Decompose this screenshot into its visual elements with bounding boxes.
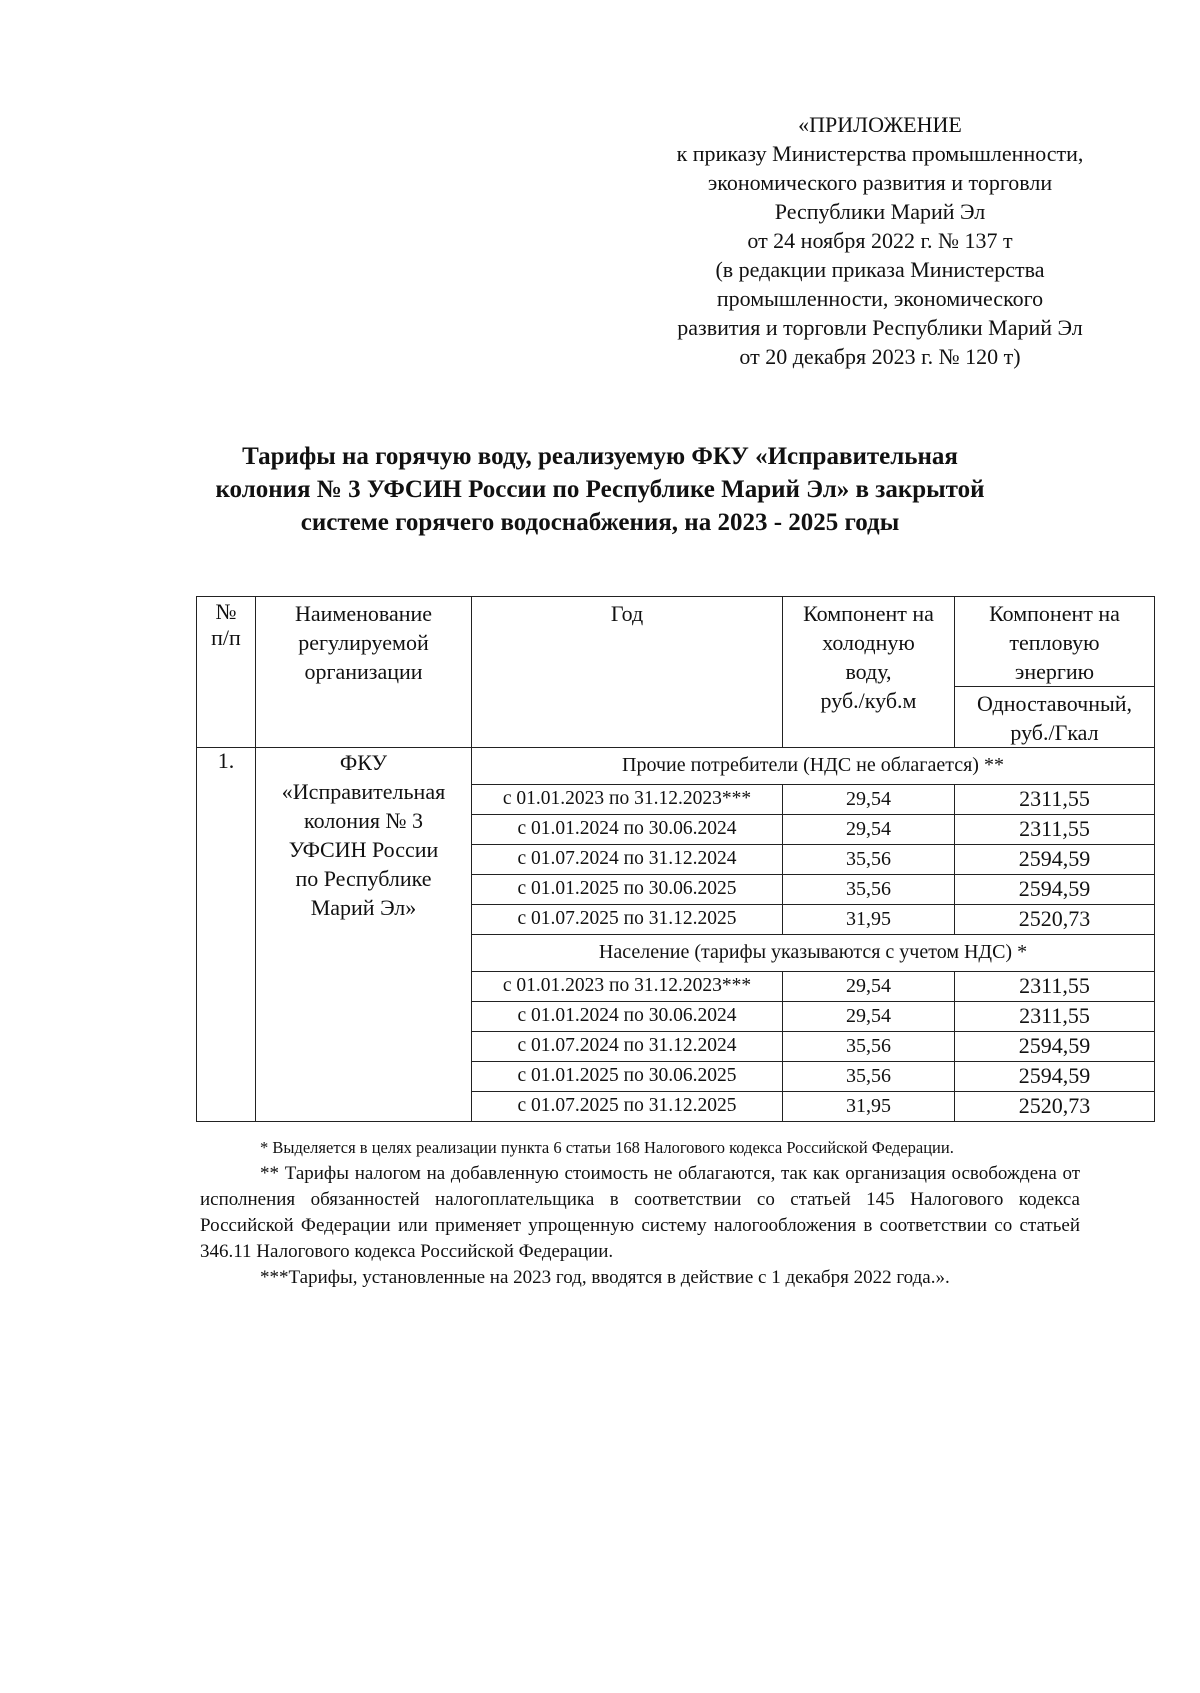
appendix-header [640, 110, 1120, 371]
appendix-line: «ПРИЛОЖЕНИЕ [798, 112, 962, 137]
heat-energy-tariff: 2311,55 [955, 785, 1155, 815]
header-text: холодную [822, 630, 915, 655]
header-text: Компонент на [803, 601, 934, 626]
header-text: руб./куб.м [820, 688, 917, 713]
period-cell: с 01.01.2024 по 30.06.2024 [472, 1002, 783, 1032]
heat-energy-tariff: 2311,55 [955, 1002, 1155, 1032]
consumer-group-label: Население (тарифы указываются с учетом НДС) * [472, 935, 1155, 972]
tariff-table [196, 596, 1155, 1122]
period-cell: с 01.07.2024 по 31.12.2024 [472, 845, 783, 875]
header-year: Год [472, 597, 783, 748]
footnote-2: ** Тарифы налогом на добавленную стоимость не облагаются, так как организация освобождена от исполнения обязанностей налогоплательщика в соответствии со статьей 145 Налогового кодекса Российской Федерации или применяет упрощенную систему налогообложения в соответствии со статьей 346.11 Налогового кодекса Российской Федерации. [200, 1163, 1080, 1262]
appendix-line: от 24 ноября 2022 г. № 137 т [747, 228, 1013, 253]
header-number [197, 597, 256, 748]
footnotes [200, 1135, 1080, 1291]
period-cell: с 01.01.2023 по 31.12.2023*** [472, 785, 783, 815]
heat-energy-tariff: 2594,59 [955, 1032, 1155, 1062]
period-cell: с 01.07.2025 по 31.12.2025 [472, 905, 783, 935]
appendix-line: Республики Марий Эл [774, 199, 986, 224]
cold-water-tariff: 31,95 [783, 905, 955, 935]
heat-energy-tariff: 2520,73 [955, 1092, 1155, 1122]
organization-line: колония № 3 [304, 808, 423, 833]
header-text: Компонент на [989, 601, 1120, 626]
header-text: тепловую [1009, 630, 1100, 655]
header-text: воду, [845, 659, 892, 684]
document-title [150, 440, 1050, 539]
period-cell: с 01.01.2025 по 30.06.2025 [472, 875, 783, 905]
organization-line: по Республике [295, 866, 432, 891]
organization-line: Марий Эл» [310, 895, 417, 920]
header-text: Наименование [294, 601, 433, 626]
organization-name [256, 748, 472, 1122]
heat-energy-tariff: 2594,59 [955, 1062, 1155, 1092]
header-text: п/п [211, 625, 241, 650]
organization-line: ФКУ [339, 750, 388, 775]
header-text: энергию [1014, 659, 1095, 684]
appendix-line: от 20 декабря 2023 г. № 120 т) [739, 344, 1021, 369]
cold-water-tariff: 31,95 [783, 1092, 955, 1122]
footnote-1: * Выделяется в целях реализации пункта 6 статьи 168 Налогового кодекса Российской Федерации. [260, 1138, 954, 1157]
organization-line: «Исправительная [281, 779, 446, 804]
period-cell: с 01.01.2023 по 31.12.2023*** [472, 972, 783, 1002]
cold-water-tariff: 35,56 [783, 875, 955, 905]
row-number: 1. [197, 748, 256, 1122]
appendix-line: к приказу Министерства промышленности, [676, 141, 1084, 166]
header-text: № [215, 599, 237, 624]
header-text: организации [304, 659, 423, 684]
period-cell: с 01.07.2024 по 31.12.2024 [472, 1032, 783, 1062]
heat-energy-tariff: 2311,55 [955, 972, 1155, 1002]
footnote-3: ***Тарифы, установленные на 2023 год, вводятся в действие с 1 декабря 2022 года.». [260, 1267, 950, 1288]
consumer-group-label: Прочие потребители (НДС не облагается) ** [472, 748, 1155, 785]
period-cell: с 01.01.2024 по 30.06.2024 [472, 815, 783, 845]
heat-energy-tariff: 2594,59 [955, 845, 1155, 875]
cold-water-tariff: 29,54 [783, 815, 955, 845]
cold-water-tariff: 29,54 [783, 785, 955, 815]
appendix-line: экономического развития и торговли [707, 170, 1053, 195]
cold-water-tariff: 35,56 [783, 1062, 955, 1092]
cold-water-tariff: 29,54 [783, 972, 955, 1002]
header-text: руб./Гкал [1010, 720, 1099, 745]
header-cold-water [783, 597, 955, 748]
appendix-line: (в редакции приказа Министерства [715, 257, 1045, 282]
header-organization [256, 597, 472, 748]
title-line: Тарифы на горячую воду, реализуемую ФКУ «Исправительная [242, 443, 958, 470]
title-line: колония № 3 УФСИН России по Республике Марий Эл» в закрытой [215, 476, 985, 503]
table-header-row [197, 597, 1155, 687]
heat-energy-tariff: 2311,55 [955, 815, 1155, 845]
group-row [197, 748, 1155, 785]
header-text: Одноставочный, [976, 691, 1133, 716]
header-heat-energy [955, 597, 1155, 687]
title-line: системе горячего водоснабжения, на 2023 - 2025 годы [300, 509, 900, 536]
cold-water-tariff: 35,56 [783, 1032, 955, 1062]
organization-line: УФСИН России [288, 837, 439, 862]
period-cell: с 01.01.2025 по 30.06.2025 [472, 1062, 783, 1092]
heat-energy-tariff: 2520,73 [955, 905, 1155, 935]
cold-water-tariff: 29,54 [783, 1002, 955, 1032]
heat-energy-tariff: 2594,59 [955, 875, 1155, 905]
appendix-line: промышленности, экономического [716, 286, 1044, 311]
header-text: регулируемой [298, 630, 429, 655]
appendix-line: развития и торговли Республики Марий Эл [677, 315, 1083, 340]
period-cell: с 01.07.2025 по 31.12.2025 [472, 1092, 783, 1122]
cold-water-tariff: 35,56 [783, 845, 955, 875]
header-single-rate [955, 687, 1155, 748]
